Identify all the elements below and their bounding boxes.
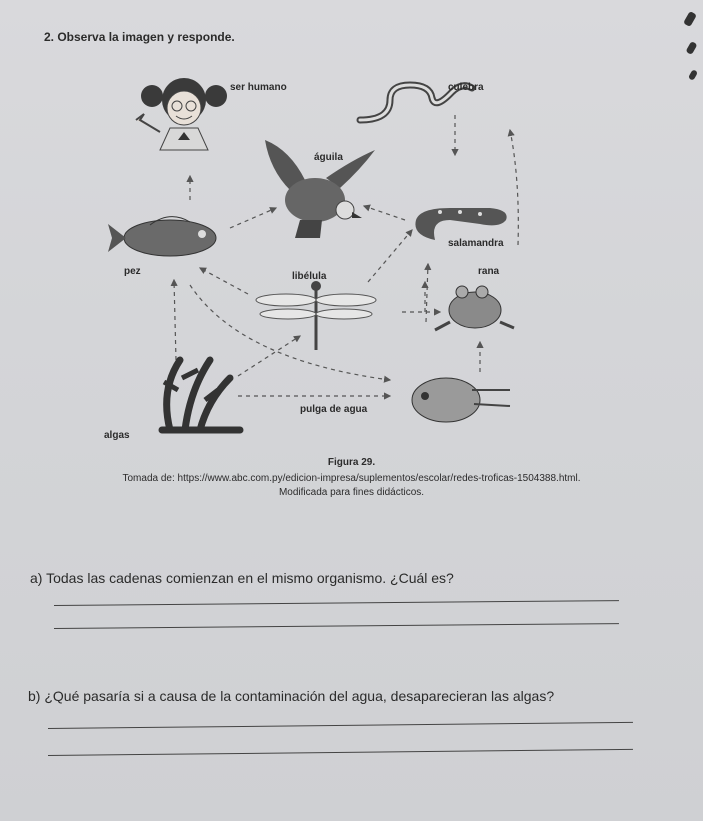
question-a: a) Todas las cadenas comienzan en el mismo organismo. ¿Cuál es?: [30, 570, 454, 586]
label-algae: algas: [104, 430, 130, 441]
label-human: ser humano: [230, 82, 287, 93]
answer-line-a1[interactable]: [54, 600, 619, 606]
arrow-dragonfly-to-fish: [200, 268, 248, 294]
label-salamander: salamandra: [448, 238, 504, 249]
fish-illustration: [108, 217, 216, 256]
salamander-illustration: [415, 208, 506, 240]
arrow-frog-to-snake: [510, 130, 518, 245]
margin-mark: [688, 69, 698, 81]
question-title: 2. Observa la imagen y responde.: [44, 30, 235, 44]
margin-mark: [683, 11, 697, 27]
answer-line-b2[interactable]: [48, 749, 633, 756]
human-illustration: [136, 78, 227, 150]
question-b: b) ¿Qué pasaría si a causa de la contaminación del agua, desaparecieran las algas?: [28, 688, 555, 704]
arrow-fish-to-eagle: [230, 208, 276, 228]
food-web-diagram: [90, 60, 530, 450]
label-frog: rana: [478, 266, 500, 277]
answer-line-b1[interactable]: [48, 722, 633, 729]
answer-line-a2[interactable]: [54, 623, 619, 629]
label-eagle: águila: [314, 152, 343, 163]
arrow-dragonfly-to-salamander: [368, 230, 412, 282]
label-dragonfly: libélula: [292, 271, 327, 282]
label-fish: pez: [124, 266, 141, 277]
food-web-arrows: [174, 115, 518, 396]
arrow-algae-to-dragonfly: [238, 336, 300, 376]
label-water-flea: pulga de agua: [300, 404, 368, 415]
arrow-salamander-to-eagle: [364, 206, 405, 220]
arrow-algae-to-fish: [174, 280, 176, 360]
arrow-flea-to-salamander: [426, 264, 428, 322]
figure-note: Modificada para fines didácticos.: [278, 487, 425, 498]
frog-illustration: [435, 286, 514, 330]
figure-caption: Figura 29.: [327, 457, 376, 468]
label-snake: culebra: [448, 82, 484, 93]
dragonfly-illustration: [256, 281, 376, 350]
water-flea-illustration: [412, 378, 510, 422]
figure-source: Tomada de: https://www.abc.com.py/edicion-impresa/suplementos/escolar/redes-troficas-1504388.html.: [122, 473, 581, 484]
algae-illustration: [162, 360, 240, 430]
margin-mark: [685, 41, 697, 55]
